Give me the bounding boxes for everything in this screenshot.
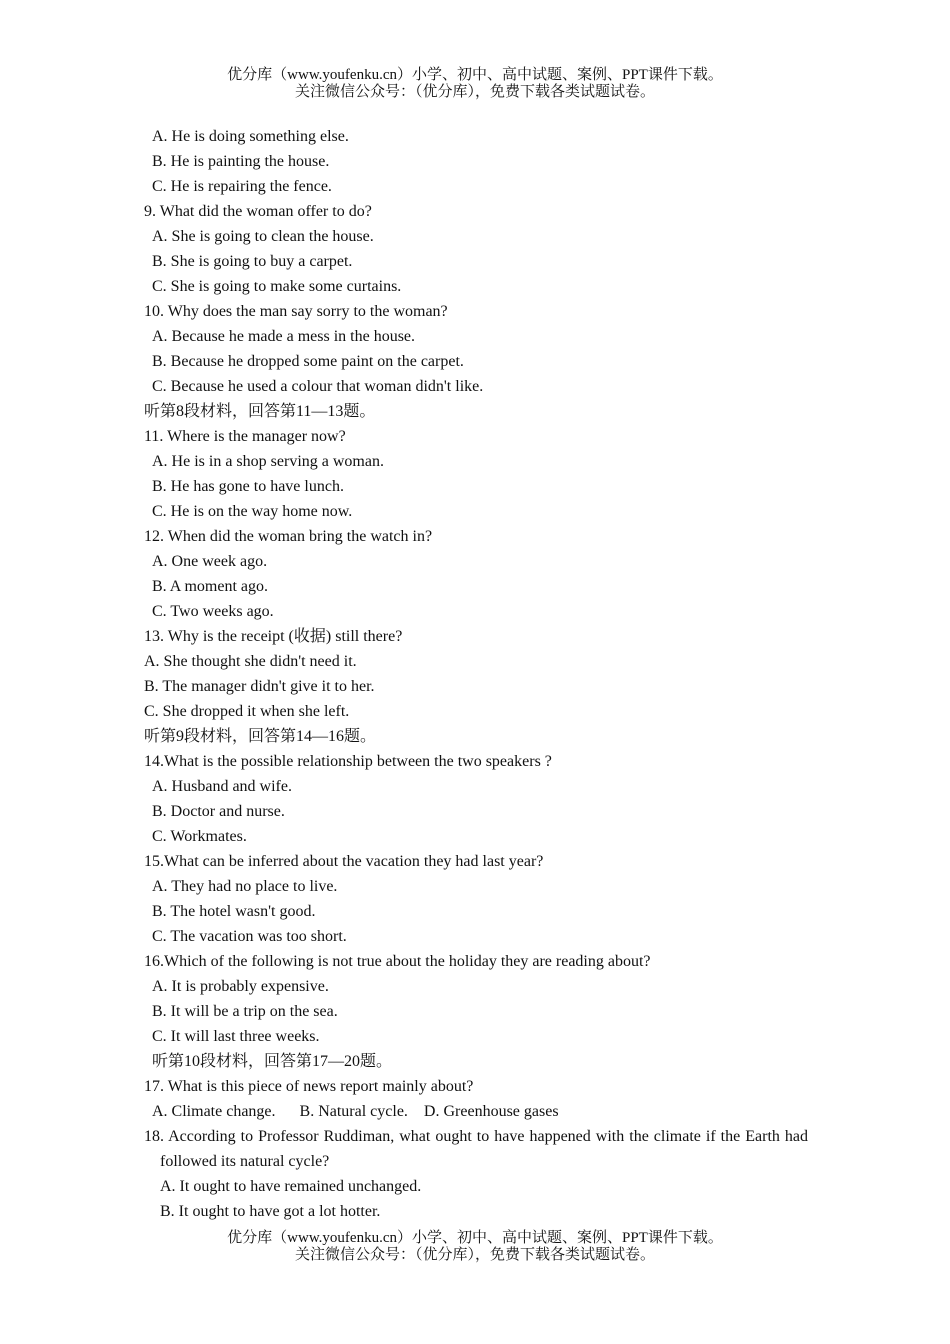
q16-option-a: A. It is probably expensive. — [152, 978, 329, 995]
q13-option-b: B. The manager didn't give it to her. — [144, 678, 375, 695]
header-line-2: 关注微信公众号：（优分库），免费下载各类试题试卷。 — [294, 84, 655, 100]
q14-option-a: A. Husband and wife. — [152, 778, 292, 795]
q10-question: 10. Why does the man say sorry to the woman? — [144, 303, 448, 320]
header-line-1: 优分库（www.youfenku.cn）小学、初中、高中试题、案例、PPT课件下载。 — [227, 67, 723, 83]
q16-question: 16.Which of the following is not true about the holiday they are reading about? — [144, 953, 651, 970]
q17-options — [144, 1099, 808, 1124]
q8-option-a: A. He is doing something else. — [152, 128, 349, 145]
footer-line-2: 关注微信公众号：（优分库），免费下载各类试题试卷。 — [294, 1247, 655, 1263]
section-10-heading: 听第10段材料，回答第17—20题。 — [152, 1053, 393, 1070]
q12-option-b: B. A moment ago. — [152, 578, 268, 595]
q14-option-b: B. Doctor and nurse. — [152, 803, 285, 820]
q14-option-c: C. Workmates. — [152, 828, 247, 845]
q12-question: 12. When did the woman bring the watch in? — [144, 528, 433, 545]
q17-option-d: D. Greenhouse gases — [423, 1103, 559, 1120]
q12-option-c: C. Two weeks ago. — [152, 603, 274, 620]
q9-question: 9. What did the woman offer to do? — [144, 203, 372, 220]
section-9-heading: 听第9段材料，回答第14—16题。 — [144, 728, 377, 745]
q15-option-b: B. The hotel wasn't good. — [152, 903, 316, 920]
page-header — [0, 67, 950, 101]
q18-option-a: A. It ought to have remained unchanged. — [160, 1178, 422, 1195]
q14-question: 14.What is the possible relationship between the two speakers ? — [144, 753, 552, 770]
q10-option-b: B. Because he dropped some paint on the carpet. — [152, 353, 464, 370]
q16-option-c: C. It will last three weeks. — [152, 1028, 320, 1045]
q9-option-c: C. She is going to make some curtains. — [152, 278, 402, 295]
q17-question: 17. What is this piece of news report mainly about? — [144, 1078, 474, 1095]
q17-option-b: B. Natural cycle. — [299, 1103, 408, 1120]
q11-question: 11. Where is the manager now? — [144, 428, 346, 445]
q9-option-b: B. She is going to buy a carpet. — [152, 253, 353, 270]
q10-option-c: C. Because he used a colour that woman didn't like. — [152, 378, 484, 395]
page-footer — [0, 1230, 950, 1264]
footer-line-1: 优分库（www.youfenku.cn）小学、初中、高中试题、案例、PPT课件下载。 — [227, 1230, 723, 1246]
q8-option-c: C. He is repairing the fence. — [152, 178, 332, 195]
q15-option-a: A. They had no place to live. — [152, 878, 338, 895]
q15-option-c: C. The vacation was too short. — [152, 928, 347, 945]
q18-option-b: B. It ought to have got a lot hotter. — [160, 1203, 381, 1220]
q10-option-a: A. Because he made a mess in the house. — [152, 328, 416, 345]
q13-option-c: C. She dropped it when she left. — [144, 703, 350, 720]
q17-option-a: A. Climate change. — [152, 1103, 276, 1120]
q13-option-a: A. She thought she didn't need it. — [144, 653, 357, 670]
q12-option-a: A. One week ago. — [152, 553, 268, 570]
section-8-heading: 听第8段材料，回答第11—13题。 — [144, 403, 376, 420]
q11-option-c: C. He is on the way home now. — [152, 503, 353, 520]
q9-option-a: A. She is going to clean the house. — [152, 228, 374, 245]
q16-option-b: B. It will be a trip on the sea. — [152, 1003, 338, 1020]
q15-question: 15.What can be inferred about the vacation they had last year? — [144, 853, 544, 870]
q11-option-b: B. He has gone to have lunch. — [152, 478, 344, 495]
document-body — [144, 124, 808, 1224]
q8-option-b: B. He is painting the house. — [152, 153, 330, 170]
q13-question: 13. Why is the receipt (收据) still there? — [144, 628, 403, 645]
q18-question: 18. According to Professor Ruddiman, what ought to have happened with the climate if the Earth had followed its natural cycle? — [144, 1128, 808, 1170]
q11-option-a: A. He is in a shop serving a woman. — [152, 453, 384, 470]
